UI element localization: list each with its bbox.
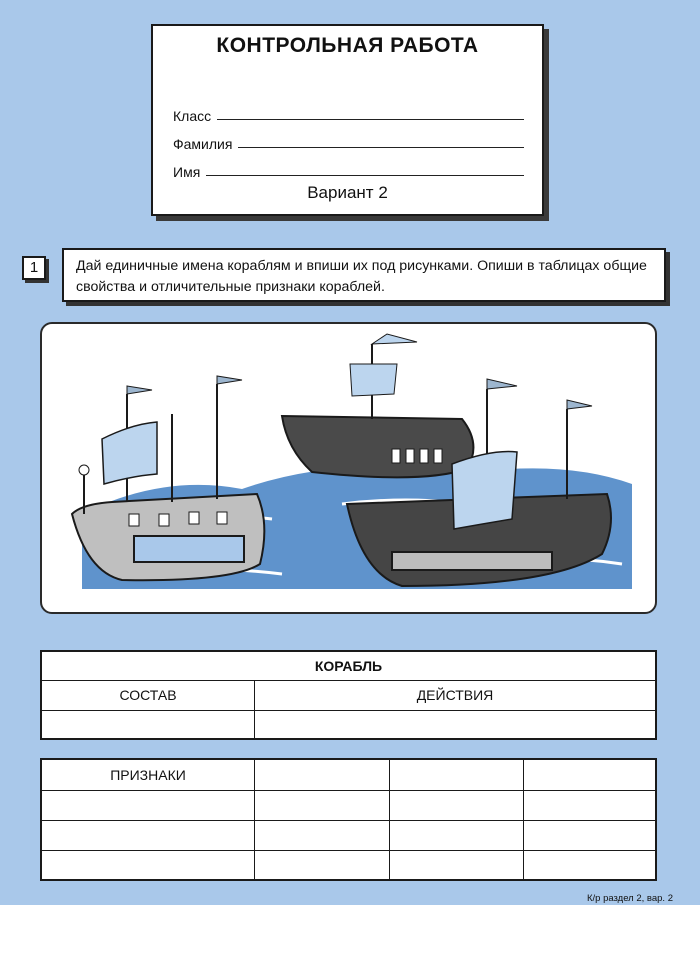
table-column-line	[254, 760, 255, 879]
table-row-line	[42, 790, 655, 791]
field-label: Фамилия	[173, 136, 233, 152]
ship-table	[40, 650, 657, 740]
field-class[interactable]	[173, 102, 524, 124]
table-row-line	[42, 820, 655, 821]
column-features: ПРИЗНАКИ	[110, 767, 186, 783]
field-label: Имя	[173, 164, 201, 180]
ships-with-animals-illustration	[42, 324, 655, 612]
field-name[interactable]	[173, 158, 524, 180]
task-instructions: Дай единичные имена кораблям и впиши их под рисунками. Опиши в таблицах общие свойства и отличительные признаки кораблей.	[62, 248, 666, 302]
table-row-line	[42, 850, 655, 851]
task-number: 1	[22, 256, 46, 280]
header-card	[151, 24, 544, 216]
features-table	[40, 758, 657, 881]
footer-label: К/р раздел 2, вар. 2	[586, 893, 673, 904]
column-actions: ДЕЙСТВИЯ	[416, 687, 494, 703]
table-column-line	[523, 760, 524, 879]
field-line[interactable]	[217, 119, 524, 120]
ship-1	[72, 376, 264, 580]
illustration-panel	[40, 322, 657, 614]
table-column-line	[389, 760, 390, 879]
field-label: Класс	[173, 108, 212, 124]
field-line[interactable]	[238, 147, 524, 148]
column-composition: СОСТАВ	[119, 687, 177, 703]
variant-label: Вариант 2	[307, 183, 388, 202]
field-surname[interactable]	[173, 130, 524, 152]
ship-2	[282, 334, 473, 477]
ship-table-header: КОРАБЛЬ	[42, 652, 655, 681]
field-line[interactable]	[206, 175, 524, 176]
page-title: КОНТРОЛЬНАЯ РАБОТА	[216, 34, 479, 57]
